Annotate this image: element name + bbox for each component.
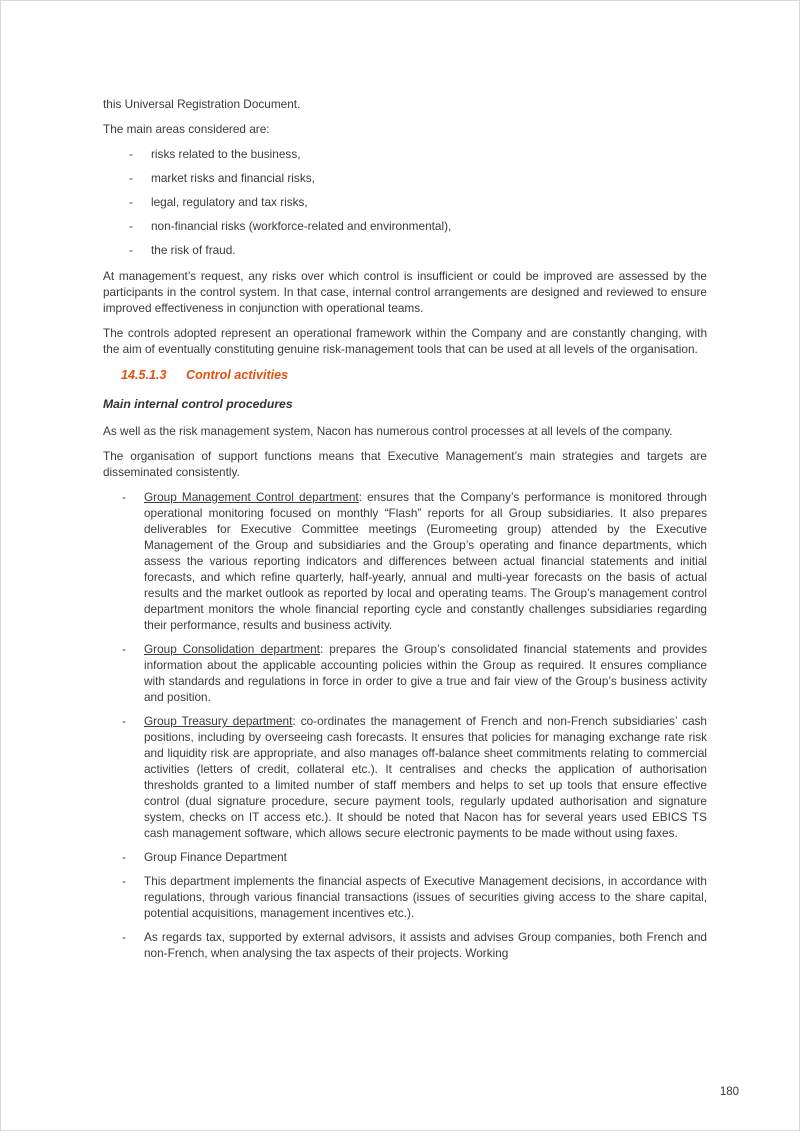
- bullet-dash: -: [122, 850, 126, 864]
- department-description: : co-ordinates the management of French and non-French subsidiaries’ cash positions, including by overseeing cash forecasts. It ensures that policies for managing exchange rate risk and liquidity risk are appropriate, and also manages off-balance sheet commitments relating to commercial activities (letters of credit, collateral etc.). It centralises and checks the application of authorisation thresholds granted to a limited number of staff members and helps to set up tools that ensure effective control (dual signature procedure, secure payment tools, regularly updated authorisation and signature system, checks on IT access etc.). It should be noted that Nacon has for several years used EBICS TS cash management software, which allows secure electronic payments to be made without using faxes.: [144, 714, 707, 840]
- list-item-text: legal, regulatory and tax risks,: [151, 195, 308, 209]
- paragraph-areas-intro: The main areas considered are:: [103, 122, 270, 136]
- bullet-dash: -: [129, 171, 133, 185]
- department-name: Group Management Control department: [144, 490, 359, 504]
- list-item: [129, 194, 707, 210]
- paragraph-risk-system: As well as the risk management system, Nacon has numerous control processes at all levels of the company.: [103, 424, 673, 438]
- list-item: [129, 218, 707, 234]
- paragraph-management-request: At management’s request, any risks over which control is insufficient or could be improved are assessed by the participants in the control system. In that case, internal control arrangements are designed and reviewed to ensure improved effectiveness in conjunction with operational teams.: [103, 269, 707, 315]
- list-item-text: non-financial risks (workforce-related and environmental),: [151, 219, 452, 233]
- department-description: This department implements the financial aspects of Executive Management decisions, in accordance with regulations, through various financial transactions (issues of securities giving access to the share capital, potential acquisitions, management incentives etc.).: [144, 874, 707, 920]
- bullet-dash: -: [129, 195, 133, 209]
- list-item-text: the risk of fraud.: [151, 243, 236, 257]
- section-number: 14.5.1.3: [121, 368, 167, 382]
- bullet-dash: -: [129, 219, 133, 233]
- list-item-text: risks related to the business,: [151, 147, 301, 161]
- list-item: [129, 170, 707, 186]
- page-number: 180: [719, 1086, 739, 1098]
- list-item-text: [144, 641, 707, 705]
- bullet-dash: -: [122, 642, 126, 656]
- subsection-heading: Main internal control procedures: [103, 397, 293, 411]
- bullet-dash: -: [129, 147, 133, 161]
- bullet-dash: -: [129, 243, 133, 257]
- list-item: [129, 242, 707, 258]
- bullet-dash: -: [122, 714, 126, 728]
- page-content: [103, 96, 707, 969]
- department-description: : ensures that the Company’s performance is monitored through operational monitoring focused on monthly “Flash” reports for all Group subsidiaries. It also prepares deliverables for Executive Committee meetings (Euromeeting group) attended by the Executive Management of the Group and subsidiaries and the Group’s operating and finance departments, which assess the various reporting indicators and differences between actual financial statements and initial forecasts, and which refine quarterly, half-yearly, annual and multi-year forecasts on the basis of actual results and the market outlook as reported by local and operating teams. The Group’s management control department monitors the whole financial reporting cycle and constantly challenges subsidiaries regarding their performance, results and business activity.: [144, 490, 707, 632]
- list-item: [129, 146, 707, 162]
- section-heading: [121, 367, 707, 383]
- list-item: [122, 641, 707, 705]
- list-item-text: [144, 489, 707, 633]
- list-item-text: [144, 929, 707, 961]
- list-item: [122, 929, 707, 961]
- list-item: [122, 713, 707, 841]
- department-description: Group Finance Department: [144, 850, 287, 864]
- list-item: [122, 849, 707, 865]
- departments-list: [103, 489, 707, 961]
- department-description: : prepares the Group’s consolidated financial statements and provides information about the applicable accounting policies within the Group as required. It ensures compliance with standards and regulations in force in order to give a true and fair view of the Group’s business activity and position.: [144, 642, 707, 704]
- risk-areas-list: [103, 146, 707, 258]
- list-item: [122, 489, 707, 633]
- list-item: [122, 873, 707, 921]
- section-title: Control activities: [186, 368, 289, 382]
- bullet-dash: -: [122, 874, 126, 888]
- bullet-dash: -: [122, 490, 126, 504]
- paragraph-intro: this Universal Registration Document.: [103, 97, 301, 111]
- paragraph-controls-adopted: The controls adopted represent an operational framework within the Company and are constantly changing, with the aim of eventually constituting genuine risk-management tools that can be used at all levels of the organisation.: [103, 326, 707, 356]
- list-item-text: [144, 849, 707, 865]
- list-item-text: [144, 873, 707, 921]
- list-item-text: market risks and financial risks,: [151, 171, 315, 185]
- list-item-text: [144, 713, 707, 841]
- department-name: Group Treasury department: [144, 714, 293, 728]
- paragraph-organisation: The organisation of support functions means that Executive Management’s main strategies and targets are disseminated consistently.: [103, 449, 707, 479]
- bullet-dash: -: [122, 930, 126, 944]
- department-description: As regards tax, supported by external advisors, it assists and advises Group companies, both French and non-French, when analysing the tax aspects of their projects. Working: [144, 930, 707, 960]
- department-name: Group Consolidation department: [144, 642, 320, 656]
